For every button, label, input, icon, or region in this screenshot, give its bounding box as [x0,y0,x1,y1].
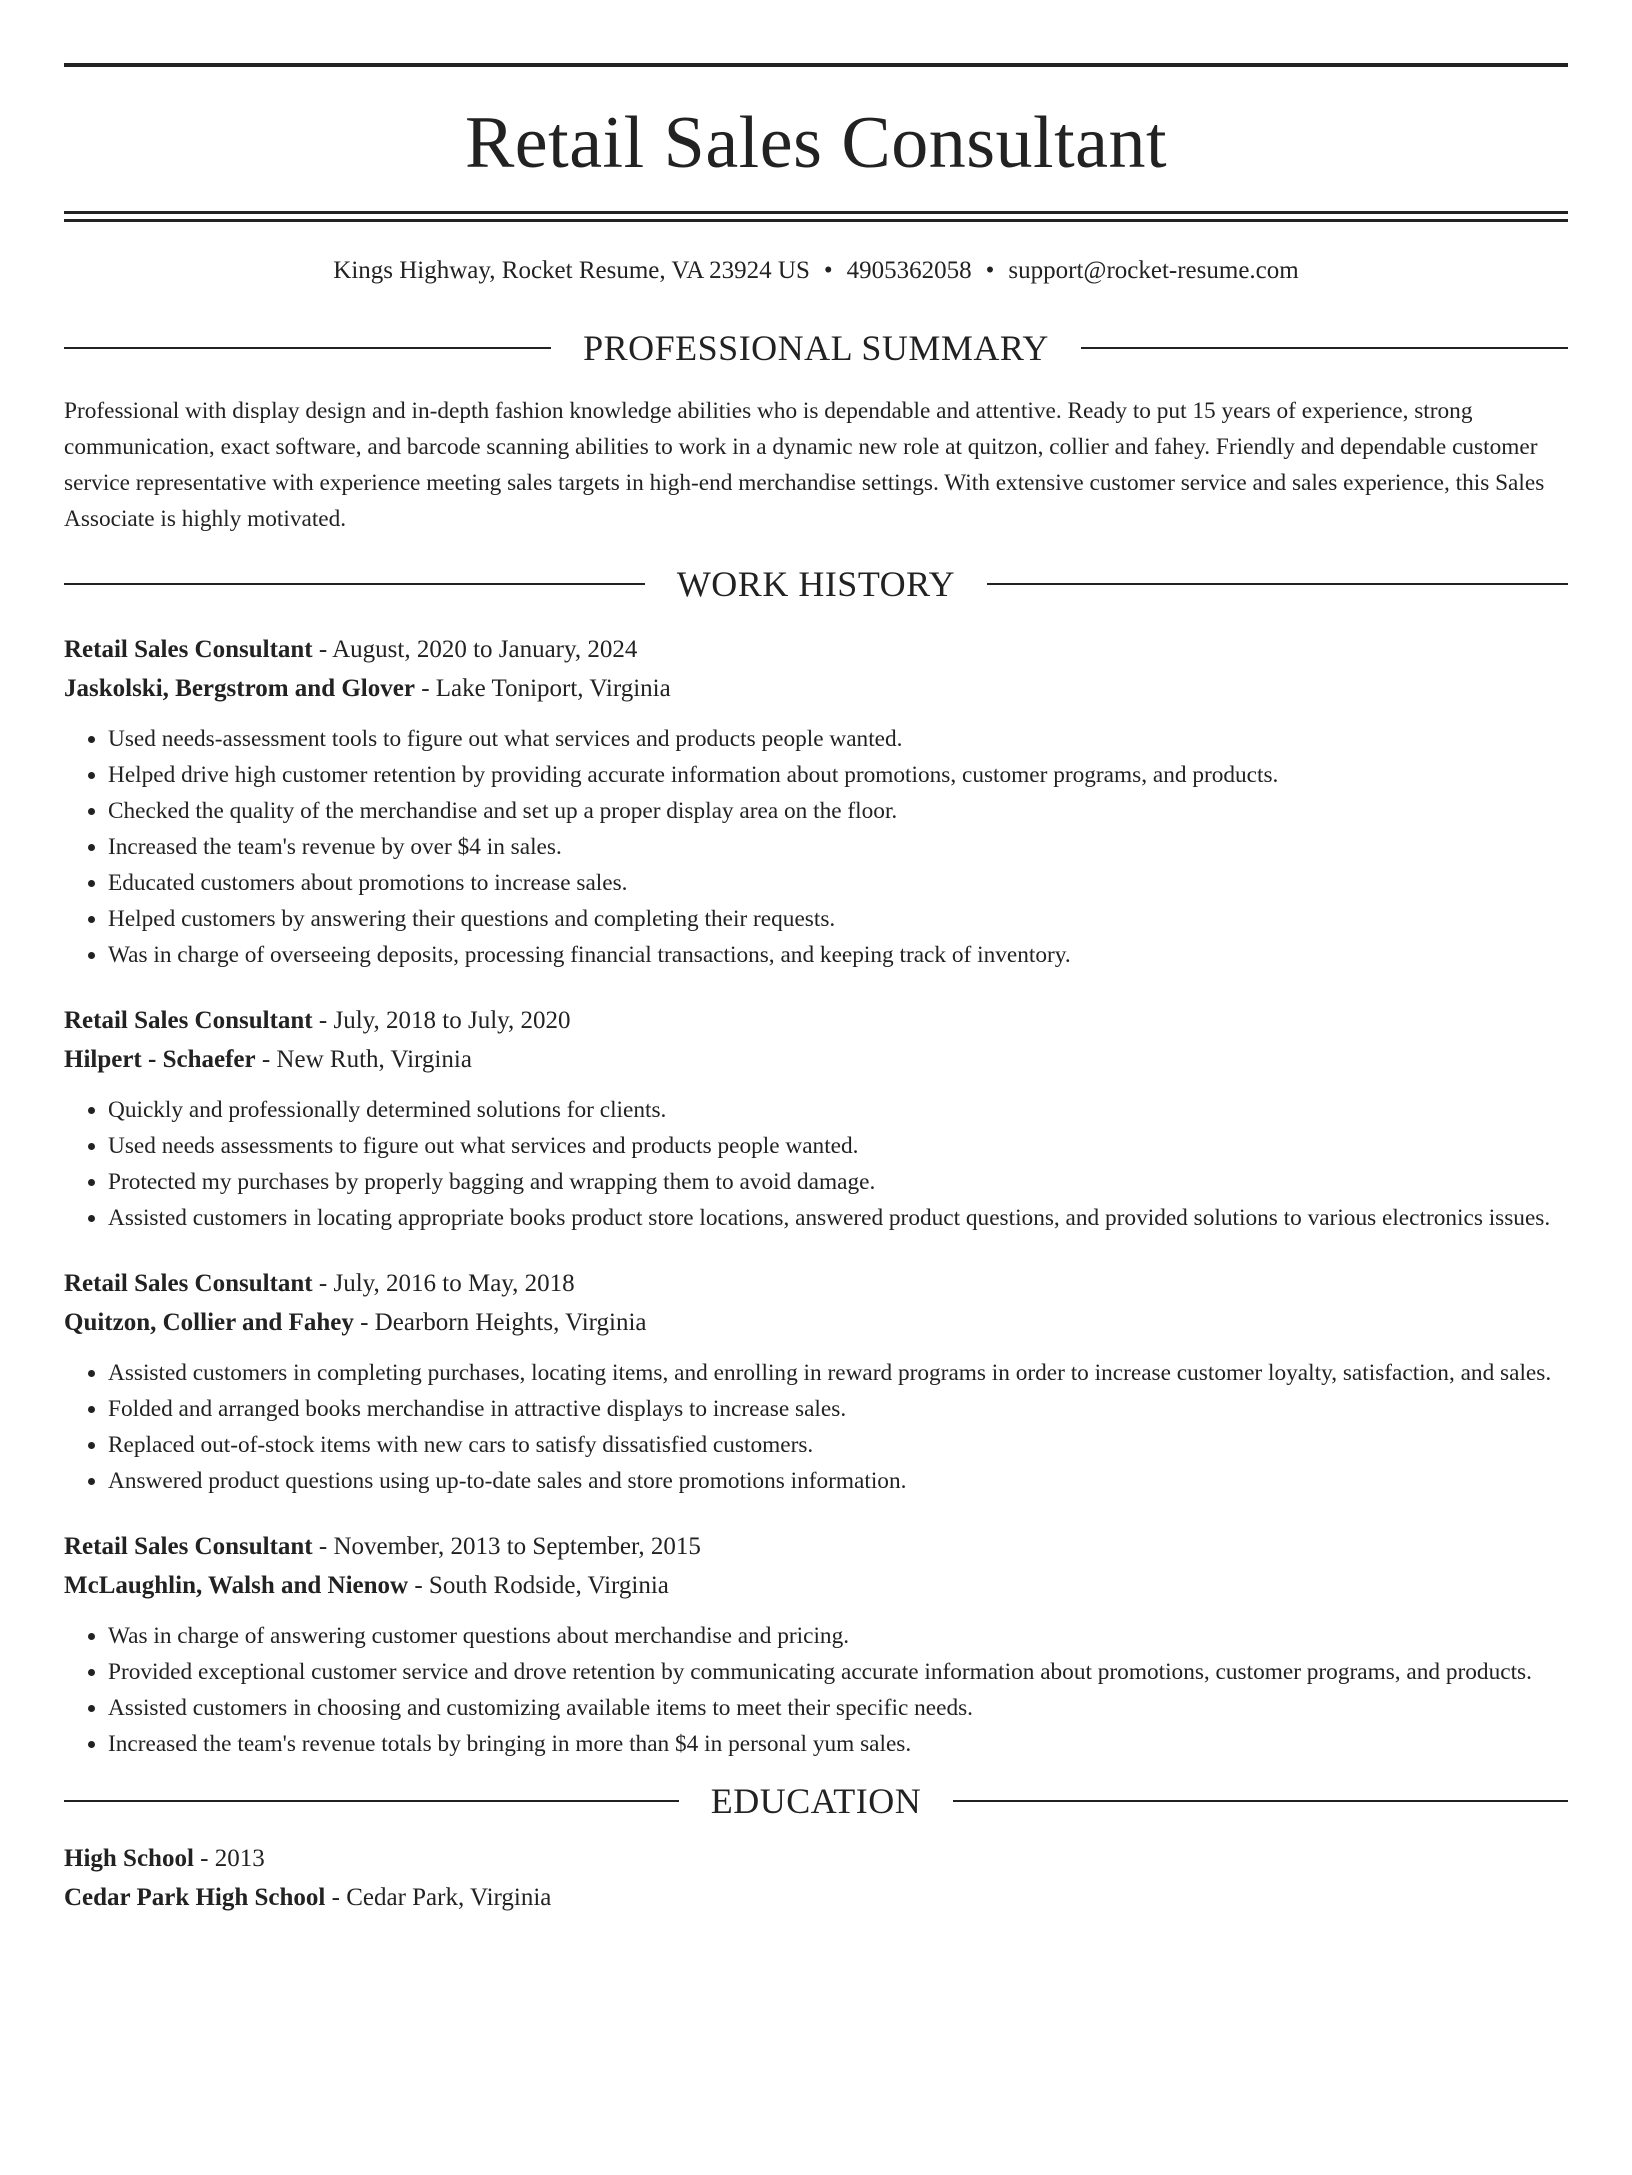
divider [64,347,551,349]
section-heading-education [64,1779,1568,1823]
bullet-item: • Checked the quality of the merchandise and set up a proper display area on the floor. [108,793,1568,829]
divider [64,1800,679,1802]
divider [987,583,1568,585]
bullet-item: • Assisted customers in locating appropriate books product store locations, answered product questions, and provided solutions to various electronics issues. [108,1200,1568,1236]
title-double-rule [64,211,1568,222]
section-heading-summary [64,326,1568,370]
job-entry [64,630,1568,973]
bullet-item: • Replaced out-of-stock items with new cars to satisfy dissatisfied customers. [108,1427,1568,1463]
job-title-line [64,1264,1568,1303]
bullet-item: • Educated customers about promotions to increase sales. [108,865,1568,901]
job-bullets [64,1092,1568,1236]
contact-separator: • [823,257,833,284]
education-degree-line [64,1839,1568,1878]
job-company: Quitzon, Collier and Fahey [64,1309,354,1336]
job-company-line [64,1040,1568,1079]
education-entry [64,1839,1568,1917]
job-company: Hilpert - Schaefer [64,1046,256,1073]
divider [1081,347,1568,349]
job-company-line [64,669,1568,708]
job-entry [64,1264,1568,1499]
job-entry [64,1527,1568,1762]
job-dates: - July, 2018 to July, 2020 [312,1007,571,1034]
job-dates: - November, 2013 to September, 2015 [312,1533,701,1560]
job-title: Retail Sales Consultant [64,1270,313,1297]
bullet-item: • Answered product questions using up-to-date sales and store promotions information. [108,1463,1568,1499]
job-title: Retail Sales Consultant [64,636,313,663]
education-degree: High School [64,1845,194,1872]
bullet-item: • Provided exceptional customer service and drove retention by communicating accurate information about promotions, customer programs, and products. [108,1654,1568,1690]
contact-email: support@rocket-resume.com [1008,257,1299,284]
divider [953,1800,1568,1802]
section-heading-label: WORK HISTORY [676,564,956,604]
job-company: McLaughlin, Walsh and Nienow [64,1572,409,1599]
education-school-line [64,1878,1568,1917]
education-location: - Cedar Park, Virginia [325,1884,552,1911]
job-bullets [64,1355,1568,1499]
job-title-line [64,1001,1568,1040]
bullet-item: • Was in charge of answering customer questions about merchandise and pricing. [108,1618,1568,1654]
job-dates: - August, 2020 to January, 2024 [312,636,638,663]
page-title: Retail Sales Consultant [464,102,1168,184]
divider [64,583,645,585]
resume-page [0,63,1632,2175]
job-bullets [64,1618,1568,1762]
job-location: - New Ruth, Virginia [255,1046,472,1073]
bullet-item: • Protected my purchases by properly bagging and wrapping them to avoid damage. [108,1164,1568,1200]
job-title-line [64,630,1568,669]
job-title-line [64,1527,1568,1566]
contact-phone: 4905362058 [846,257,972,284]
bullet-item: • Used needs-assessment tools to figure out what services and products people wanted. [108,721,1568,757]
section-heading-label: EDUCATION [710,1781,922,1821]
job-dates: - July, 2016 to May, 2018 [312,1270,575,1297]
contact-line [64,256,1568,286]
job-location: - Lake Toniport, Virginia [414,675,671,702]
job-title: Retail Sales Consultant [64,1533,313,1560]
job-company-line [64,1566,1568,1605]
job-company-line [64,1303,1568,1342]
job-entry [64,1001,1568,1236]
job-title: Retail Sales Consultant [64,1007,313,1034]
top-rule [64,63,1568,67]
education-school: Cedar Park High School [64,1884,326,1911]
bullet-item: • Used needs assessments to figure out what services and products people wanted. [108,1128,1568,1164]
bullet-item: • Increased the team's revenue totals by bringing in more than $4 in personal yum sales. [108,1726,1568,1762]
bullet-item: • Increased the team's revenue by over $4 in sales. [108,829,1568,865]
bullet-item: • Helped drive high customer retention by providing accurate information about promotions, customer programs, and products. [108,757,1568,793]
bullet-item: • Quickly and professionally determined solutions for clients. [108,1092,1568,1128]
bullet-item: • Helped customers by answering their questions and completing their requests. [108,901,1568,937]
bullet-item: • Assisted customers in completing purchases, locating items, and enrolling in reward programs in order to increase customer loyalty, satisfaction, and sales. [108,1355,1568,1391]
job-company: Jaskolski, Bergstrom and Glover [64,675,415,702]
section-heading-label: PROFESSIONAL SUMMARY [583,328,1049,368]
bullet-item: • Was in charge of overseeing deposits, processing financial transactions, and keeping track of inventory. [108,937,1568,973]
job-location: - Dearborn Heights, Virginia [353,1309,647,1336]
contact-address: Kings Highway, Rocket Resume, VA 23924 US [333,257,810,284]
job-bullets [64,721,1568,973]
education-year: - 2013 [193,1845,265,1872]
job-location: - South Rodside, Virginia [408,1572,669,1599]
bullet-item: • Assisted customers in choosing and customizing available items to meet their specific needs. [108,1690,1568,1726]
section-heading-work [64,562,1568,606]
bullet-item: • Folded and arranged books merchandise in attractive displays to increase sales. [108,1391,1568,1427]
contact-separator: • [985,257,995,284]
summary-text: Professional with display design and in-depth fashion knowledge abilities who is dependable and attentive. Ready to put 15 years of experience, strong communication, exact software, and barcode scanning abilities to work in a dynamic new role at quitzon, collier and fahey. Friendly and dependable customer service representative with experience meeting sales targets in high-end merchandise settings. With extensive customer service and sales experience, this Sales Associate is highly motivated. [64,398,1545,532]
